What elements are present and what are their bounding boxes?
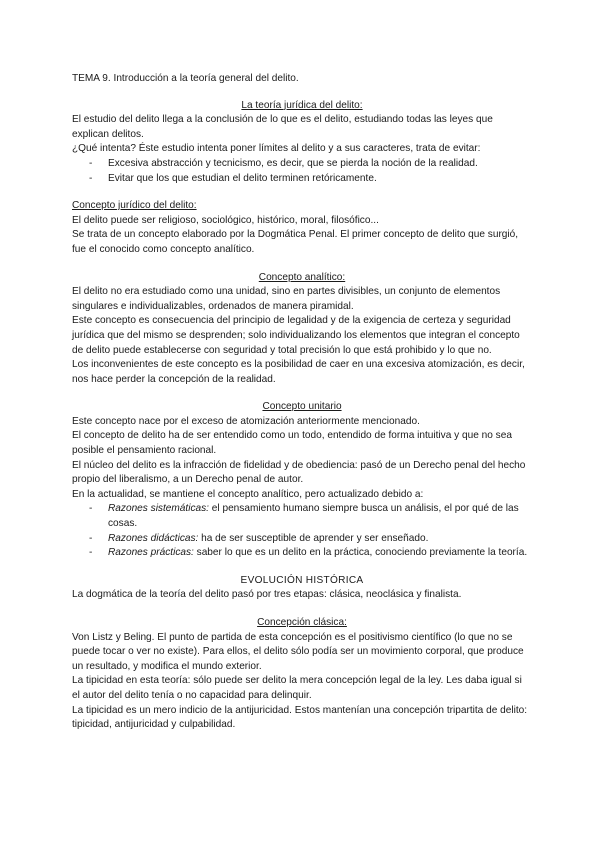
paragraph: Este concepto nace por el exceso de atomización anteriormente mencionado. [72,415,420,427]
list-item-label: Razones didácticas: [108,532,199,544]
paragraph: El estudio del delito llega a la conclusión de lo que es el delito, estudiando todas las leyes que explican delitos. [72,114,493,140]
paragraph: ¿Qué intenta? Éste estudio intenta poner límites al delito y a sus caracteres, trata de evitar: [72,143,481,155]
paragraph: La dogmática de la teoría del delito pasó por tres etapas: clásica, neoclásica y finalista. [72,589,462,601]
heading-concepto-unitario: Concepto unitario [262,401,342,413]
heading-concepto-analitico: Concepto analítico: [258,271,346,283]
heading-evolucion-historica: EVOLUCIÓN HISTÓRICA [240,574,364,586]
list-item-text: saber lo que es un delito en la práctica, conociendo previamente la teoría. [193,547,528,559]
paragraph: En la actualidad, se mantiene el concepto analítico, pero actualizado debido a: [72,488,424,500]
paragraph: Este concepto es consecuencia del principio de legalidad y de la exigencia de certeza y seguridad jurídica que del mismo se desprenden; solo individualizando los elementos que integran el concepto de delito puede establecerse con seguridad y total precisión lo que está prohibido y lo que no. [72,315,520,356]
list-item: - Evitar que los que estudian el delito terminen retóricamente. [72,172,532,187]
bullet-list [72,157,532,186]
paragraph: La tipicidad en esta teoría: sólo puede ser delito la mera concepción legal de la ley. Les daba igual si el autor del delito tenía o no capacidad para delinquir. [72,675,522,701]
list-item [72,502,532,531]
paragraph: El delito puede ser religioso, sociológico, histórico, moral, filosófico... [72,214,379,226]
document-page [72,72,532,733]
paragraph: El delito no era estudiado como una unidad, sino en partes divisibles, un conjunto de elementos singulares e individualizables, ordenados de manera piramidal. [72,286,501,312]
list-item-label: Razones prácticas: [108,547,194,559]
list-item [72,532,532,547]
paragraph: Se trata de un concepto elaborado por la Dogmática Penal. El primer concepto de delito que surgió, fue el conocido como concepto analítico. [72,229,519,255]
list-item: - Excesiva abstracción y tecnicismo, es decir, que se pierda la noción de la realidad. [72,157,532,172]
list-item [72,546,532,561]
paragraph: Von Listz y Beling. El punto de partida de esta concepción es el positivismo científico (lo que no se puede tocar o ver no existe). Para ellos, el delito sólo podía ser un movimiento corporal, que produce un resultado, y modifica el mundo exterior. [72,631,524,672]
heading-concepto-juridico: Concepto jurídico del delito: [72,200,197,212]
document-title: TEMA 9. Introducción a la teoría general del delito. [72,73,299,84]
heading-concepcion-clasica: Concepción clásica: [257,617,347,628]
paragraph: El núcleo del delito es la infracción de fidelidad y de obediencia: pasó de un Derecho penal del hecho propio del liberalismo, a un Derecho penal de autor. [72,459,526,486]
heading-teoria-juridica: La teoría jurídica del delito: [241,99,363,111]
list-item-text: el pensamiento humano siempre busca un análisis, el por qué de las cosas. [108,503,519,530]
bullet-list [72,502,532,560]
paragraph: Los inconvenientes de este concepto es la posibilidad de caer en una excesiva atomización, es decir, nos hace perder la concepción de la realidad. [72,359,525,385]
list-item-label: Razones sistemáticas: [108,503,209,515]
list-item-text: ha de ser susceptible de aprender y ser enseñado. [198,532,429,544]
paragraph: El concepto de delito ha de ser entendido como un todo, entendido de forma intuitiva y que no sea posible el pensamiento racional. [72,430,512,457]
paragraph: La tipicidad es un mero indicio de la antijuricidad. Estos mantenían una concepción tripartita de delito: tipicidad, antijuricidad y culpabilidad. [72,704,528,731]
